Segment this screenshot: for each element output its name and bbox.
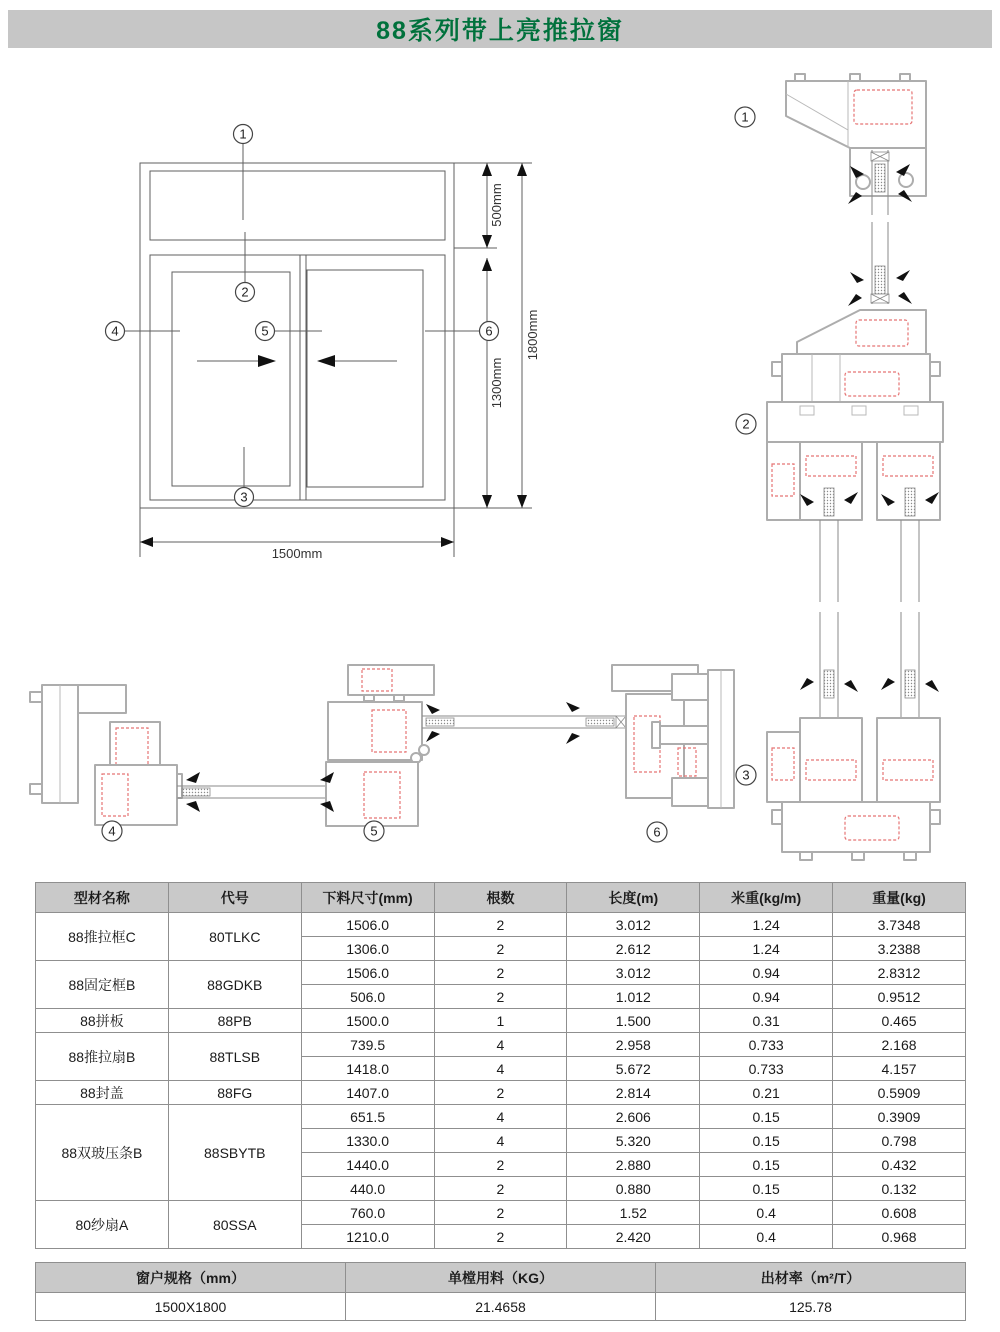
dimension-lines <box>140 163 532 557</box>
table-cell: 88双玻压条B <box>36 1105 169 1201</box>
table-cell: 0.15 <box>700 1105 833 1129</box>
gasket-arrow-icons <box>800 678 939 692</box>
page-title: 88系列带上亮推拉窗 <box>376 17 624 45</box>
table-cell: 651.5 <box>301 1105 434 1129</box>
table-cell: 1306.0 <box>301 937 434 961</box>
gasket-arrow-icons <box>566 702 580 744</box>
table-cell: 0.968 <box>833 1225 966 1249</box>
table-header-cell: 重量(kg) <box>833 883 966 913</box>
dim-width: 1500mm <box>271 546 323 561</box>
table-cell: 2 <box>434 985 567 1009</box>
table-cell: 88固定框B <box>36 961 169 1009</box>
table-cell: 506.0 <box>301 985 434 1009</box>
table-cell: 0.132 <box>833 1177 966 1201</box>
table-cell: 1.24 <box>700 937 833 961</box>
table-cell: 4 <box>434 1105 567 1129</box>
callout-6 <box>480 322 499 341</box>
callout-1 <box>234 125 253 144</box>
table-cell: 0.733 <box>700 1033 833 1057</box>
table-cell: 88GDKB <box>168 961 301 1009</box>
svg-text:3: 3 <box>240 489 248 505</box>
table-cell: 1210.0 <box>301 1225 434 1249</box>
table-cell: 2.8312 <box>833 961 966 985</box>
table-cell: 0.608 <box>833 1201 966 1225</box>
table-cell: 0.31 <box>700 1009 833 1033</box>
table-header-cell: 单樘用料（KG） <box>346 1263 656 1293</box>
svg-text:2: 2 <box>742 416 750 432</box>
svg-text:4: 4 <box>108 823 116 839</box>
svg-text:6: 6 <box>485 323 493 339</box>
table-cell: 3.012 <box>567 961 700 985</box>
table-cell: 2 <box>434 1201 567 1225</box>
table-cell: 2.814 <box>567 1081 700 1105</box>
table-cell: 1 <box>434 1009 567 1033</box>
callout-2 <box>236 283 255 302</box>
table-cell: 5.672 <box>567 1057 700 1081</box>
table-cell: 5.320 <box>567 1129 700 1153</box>
table-cell: 3.2388 <box>833 937 966 961</box>
cutting-list-table <box>35 882 966 1249</box>
table-cell: 88PB <box>168 1009 301 1033</box>
table-row <box>36 1009 966 1033</box>
table-cell: 1440.0 <box>301 1153 434 1177</box>
table-cell: 0.15 <box>700 1153 833 1177</box>
table-header-cell: 窗户规格（mm） <box>36 1263 346 1293</box>
table-cell: 1407.0 <box>301 1081 434 1105</box>
table-cell: 760.0 <box>301 1201 434 1225</box>
table-cell: 0.94 <box>700 985 833 1009</box>
table-header-cell: 型材名称 <box>36 883 169 913</box>
svg-text:1: 1 <box>741 109 749 125</box>
table-cell: 2 <box>434 937 567 961</box>
table-cell: 80TLKC <box>168 913 301 961</box>
table-cell: 1506.0 <box>301 913 434 937</box>
summary-value-row <box>36 1293 966 1321</box>
table-cell: 2.958 <box>567 1033 700 1057</box>
table-row <box>36 1201 966 1225</box>
table-cell: 2 <box>434 1177 567 1201</box>
table-row <box>36 961 966 985</box>
frame-outline <box>140 163 454 508</box>
summary-table <box>35 1262 966 1321</box>
table-cell: 0.4 <box>700 1225 833 1249</box>
table-row <box>36 913 966 937</box>
svg-text:2: 2 <box>241 284 249 300</box>
table-cell: 4 <box>434 1057 567 1081</box>
title-banner <box>8 10 992 48</box>
table-cell: 739.5 <box>301 1033 434 1057</box>
table-cell: 1330.0 <box>301 1129 434 1153</box>
table-cell: 1500X1800 <box>36 1293 346 1321</box>
table-cell: 0.15 <box>700 1129 833 1153</box>
slide-direction-arrows <box>197 355 397 367</box>
dim-top-height: 500mm <box>489 183 504 227</box>
table-header-cell: 根数 <box>434 883 567 913</box>
table-header-cell: 长度(m) <box>567 883 700 913</box>
callout-stems <box>125 144 479 487</box>
svg-text:5: 5 <box>370 823 378 839</box>
table-cell: 3.012 <box>567 913 700 937</box>
table-cell: 0.880 <box>567 1177 700 1201</box>
table-row <box>36 1105 966 1129</box>
table-header-cell: 代号 <box>168 883 301 913</box>
table-header-cell: 出材率（m²/T） <box>656 1263 966 1293</box>
table-cell: 1.24 <box>700 913 833 937</box>
table-cell: 88推拉框C <box>36 913 169 961</box>
section-label-6 <box>647 822 667 842</box>
table-header-row <box>36 883 966 913</box>
section-label-4 <box>102 821 122 841</box>
section-3-profile-drawing <box>767 678 940 860</box>
table-cell: 80纱扇A <box>36 1201 169 1249</box>
table-cell: 2.606 <box>567 1105 700 1129</box>
table-cell: 1.52 <box>567 1201 700 1225</box>
table-cell: 2 <box>434 1153 567 1177</box>
transom-profile-drawing <box>772 310 940 402</box>
glass-pane-upper <box>422 716 626 728</box>
svg-text:4: 4 <box>111 323 119 339</box>
table-cell: 0.432 <box>833 1153 966 1177</box>
table-row <box>36 1081 966 1105</box>
svg-text:5: 5 <box>261 323 269 339</box>
table-cell: 2.168 <box>833 1033 966 1057</box>
table-cell: 0.465 <box>833 1009 966 1033</box>
table-cell: 0.5909 <box>833 1081 966 1105</box>
svg-text:1: 1 <box>239 126 247 142</box>
table-cell: 21.4658 <box>346 1293 656 1321</box>
table-cell: 440.0 <box>301 1177 434 1201</box>
table-cell: 4.157 <box>833 1057 966 1081</box>
table-cell: 0.15 <box>700 1177 833 1201</box>
section-4-profile-drawing <box>30 685 200 825</box>
table-cell: 88TLSB <box>168 1033 301 1081</box>
section-5-profile-drawing <box>320 665 440 826</box>
table-cell: 88拼板 <box>36 1009 169 1033</box>
table-cell: 88SBYTB <box>168 1105 301 1201</box>
table-cell: 2.612 <box>567 937 700 961</box>
glass-pane-sashes <box>820 520 919 718</box>
window-elevation-drawing <box>80 110 560 580</box>
table-cell: 2.880 <box>567 1153 700 1177</box>
table-cell: 0.94 <box>700 961 833 985</box>
table-cell: 3.7348 <box>833 913 966 937</box>
table-cell: 88FG <box>168 1081 301 1105</box>
table-cell: 2 <box>434 1081 567 1105</box>
callout-5 <box>256 322 275 341</box>
table-cell: 4 <box>434 1033 567 1057</box>
glass-pane-top <box>848 150 912 306</box>
section-label-2 <box>736 414 756 434</box>
table-cell: 88推拉扇B <box>36 1033 169 1081</box>
table-cell: 88封盖 <box>36 1081 169 1105</box>
table-cell: 2.420 <box>567 1225 700 1249</box>
table-row <box>36 1033 966 1057</box>
svg-text:3: 3 <box>742 767 750 783</box>
dim-total-height: 1800mm <box>525 309 540 361</box>
table-cell: 1418.0 <box>301 1057 434 1081</box>
horizontal-section-drawings <box>20 650 780 850</box>
table-cell: 1.500 <box>567 1009 700 1033</box>
table-cell: 2 <box>434 961 567 985</box>
callout-4 <box>106 322 125 341</box>
section-label-1 <box>735 107 755 127</box>
table-cell: 0.9512 <box>833 985 966 1009</box>
table-cell: 1.012 <box>567 985 700 1009</box>
dim-sash-height: 1300mm <box>489 357 504 409</box>
table-cell: 0.798 <box>833 1129 966 1153</box>
svg-text:6: 6 <box>653 824 661 840</box>
table-cell: 0.3909 <box>833 1105 966 1129</box>
section-6-profile-drawing <box>566 665 734 808</box>
table-cell: 1506.0 <box>301 961 434 985</box>
section-label-5 <box>364 821 384 841</box>
table-cell: 0.21 <box>700 1081 833 1105</box>
summary-header-row <box>36 1263 966 1293</box>
table-cell: 125.78 <box>656 1293 966 1321</box>
table-cell: 80SSA <box>168 1201 301 1249</box>
callout-3 <box>235 488 254 507</box>
table-header-cell: 下料尺寸(mm) <box>301 883 434 913</box>
table-cell: 0.4 <box>700 1201 833 1225</box>
table-cell: 1500.0 <box>301 1009 434 1033</box>
table-cell: 2 <box>434 913 567 937</box>
table-cell: 0.733 <box>700 1057 833 1081</box>
table-cell: 2 <box>434 1225 567 1249</box>
section-2-profile-drawing <box>767 402 943 520</box>
table-header-cell: 米重(kg/m) <box>700 883 833 913</box>
table-cell: 4 <box>434 1129 567 1153</box>
